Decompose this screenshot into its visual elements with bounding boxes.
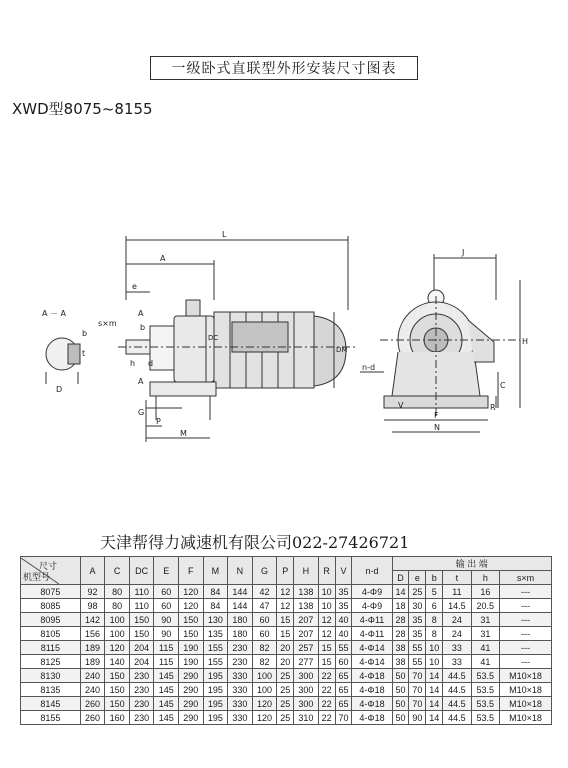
table-cell: 25 <box>277 683 294 697</box>
column-header: H <box>294 557 319 585</box>
table-cell: 12 <box>318 613 335 627</box>
table-cell: 300 <box>294 669 319 683</box>
table-cell: 40 <box>335 613 352 627</box>
table-cell: 60 <box>335 655 352 669</box>
table-cell: 100 <box>252 669 277 683</box>
table-cell: 155 <box>203 641 228 655</box>
table-cell: 230 <box>129 697 154 711</box>
table-cell: 14 <box>426 711 443 725</box>
table-cell: 28 <box>392 627 409 641</box>
table-cell: 330 <box>228 683 253 697</box>
table-cell: 5 <box>426 585 443 599</box>
table-cell: 40 <box>335 627 352 641</box>
table-cell: 207 <box>294 613 319 627</box>
table-cell: 100 <box>105 627 130 641</box>
table-cell: 145 <box>154 697 179 711</box>
table-cell: 41 <box>471 641 499 655</box>
table-cell: 230 <box>129 711 154 725</box>
table-cell: 120 <box>105 641 130 655</box>
table-cell: 100 <box>252 683 277 697</box>
table-cell: 150 <box>129 627 154 641</box>
table-cell: 290 <box>179 669 204 683</box>
table-cell: 50 <box>392 683 409 697</box>
svg-text:DM: DM <box>336 346 348 354</box>
table-cell: 277 <box>294 655 319 669</box>
column-header: P <box>277 557 294 585</box>
table-row <box>21 697 552 711</box>
table-cell: 42 <box>252 585 277 599</box>
table-cell: 70 <box>409 669 426 683</box>
table-cell: 25 <box>277 711 294 725</box>
svg-text:V: V <box>398 401 404 410</box>
svg-text:DC: DC <box>208 334 219 342</box>
table-cell: 22 <box>318 711 335 725</box>
column-header: b <box>426 571 443 585</box>
svg-text:A － A: A － A <box>42 309 67 318</box>
table-cell: 140 <box>105 655 130 669</box>
svg-text:s×m: s×m <box>98 319 117 328</box>
svg-text:M: M <box>180 429 187 438</box>
model-cell: 8075 <box>21 585 81 599</box>
table-cell: 150 <box>179 613 204 627</box>
svg-text:e: e <box>132 282 137 291</box>
table-cell: 53.5 <box>471 697 499 711</box>
model-cell: 8155 <box>21 711 81 725</box>
table-cell: 53.5 <box>471 669 499 683</box>
table-cell: 15 <box>277 613 294 627</box>
table-cell: 330 <box>228 711 253 725</box>
table-cell: --- <box>500 599 552 613</box>
table-cell: 92 <box>80 585 105 599</box>
table-cell: 60 <box>154 585 179 599</box>
table-cell: 53.5 <box>471 683 499 697</box>
table-row <box>21 711 552 725</box>
table-cell: 50 <box>392 697 409 711</box>
table-cell: 12 <box>277 599 294 613</box>
column-header: DC <box>129 557 154 585</box>
table-cell: 150 <box>105 669 130 683</box>
table-cell: 150 <box>129 613 154 627</box>
table-cell: 20.5 <box>471 599 499 613</box>
table-cell: 35 <box>409 613 426 627</box>
output-group-header: 输 出 端 <box>392 557 551 571</box>
svg-text:C: C <box>500 381 506 390</box>
column-header: n-d <box>352 557 392 585</box>
table-cell: 38 <box>392 655 409 669</box>
table-cell: M10×18 <box>500 711 552 725</box>
table-cell: 290 <box>179 683 204 697</box>
table-header <box>21 557 552 585</box>
table-cell: 207 <box>294 627 319 641</box>
table-cell: M10×18 <box>500 683 552 697</box>
table-cell: 145 <box>154 711 179 725</box>
svg-text:R: R <box>490 403 496 412</box>
table-cell: 110 <box>129 585 154 599</box>
table-cell: 4-Φ9 <box>352 585 392 599</box>
table-row <box>21 627 552 641</box>
table-cell: 55 <box>409 641 426 655</box>
table-cell: 230 <box>129 669 154 683</box>
table-cell: 300 <box>294 697 319 711</box>
svg-text:N: N <box>434 423 440 432</box>
table-cell: 10 <box>318 585 335 599</box>
table-cell: 31 <box>471 613 499 627</box>
column-header: E <box>154 557 179 585</box>
table-cell: 38 <box>392 641 409 655</box>
table-cell: 33 <box>443 641 471 655</box>
table-cell: 156 <box>80 627 105 641</box>
table-cell: 190 <box>179 655 204 669</box>
table-cell: 230 <box>129 683 154 697</box>
table-cell: 138 <box>294 599 319 613</box>
table-cell: 310 <box>294 711 319 725</box>
table-cell: 82 <box>252 641 277 655</box>
table-cell: 155 <box>203 655 228 669</box>
table-cell: 8 <box>426 613 443 627</box>
svg-text:d: d <box>148 359 154 368</box>
svg-text:n-d: n-d <box>362 363 376 372</box>
model-cell: 8105 <box>21 627 81 641</box>
svg-text:P: P <box>156 417 161 426</box>
table-cell: 24 <box>443 627 471 641</box>
column-header: M <box>203 557 228 585</box>
table-cell: 290 <box>179 697 204 711</box>
table-cell: 15 <box>318 655 335 669</box>
table-cell: 24 <box>443 613 471 627</box>
table-body <box>21 585 552 725</box>
table-cell: 230 <box>228 655 253 669</box>
end-view <box>360 254 520 432</box>
table-cell: 115 <box>154 655 179 669</box>
table-cell: 204 <box>129 655 154 669</box>
model-cell: 8115 <box>21 641 81 655</box>
table-cell: 195 <box>203 711 228 725</box>
table-cell: 14 <box>426 683 443 697</box>
table-cell: 16 <box>471 585 499 599</box>
table-cell: 90 <box>154 613 179 627</box>
table-cell: 4-Φ14 <box>352 641 392 655</box>
table-cell: 50 <box>392 669 409 683</box>
table-cell: 10 <box>426 641 443 655</box>
table-cell: 60 <box>252 627 277 641</box>
table-cell: 30 <box>409 599 426 613</box>
table-cell: 70 <box>409 683 426 697</box>
table-cell: 195 <box>203 669 228 683</box>
svg-text:D: D <box>56 385 63 394</box>
column-header: A <box>80 557 105 585</box>
table-cell: 130 <box>203 613 228 627</box>
table-cell: 20 <box>277 641 294 655</box>
table-corner-header <box>21 557 81 585</box>
table-cell: 4-Φ18 <box>352 711 392 725</box>
table-cell: 257 <box>294 641 319 655</box>
table-cell: 70 <box>335 711 352 725</box>
table-cell: 330 <box>228 697 253 711</box>
table-cell: 60 <box>252 613 277 627</box>
table-cell: 35 <box>409 627 426 641</box>
table-cell: --- <box>500 627 552 641</box>
table-cell: 12 <box>277 585 294 599</box>
table-cell: 160 <box>105 711 130 725</box>
table-cell: 150 <box>179 627 204 641</box>
table-cell: 138 <box>294 585 319 599</box>
drawing-title: 一级卧式直联型外形安装尺寸图表 <box>150 56 418 80</box>
table-cell: --- <box>500 613 552 627</box>
table-cell: 14 <box>392 585 409 599</box>
table-cell: 195 <box>203 683 228 697</box>
table-cell: 142 <box>80 613 105 627</box>
model-range-subtitle: XWD型8075~8155 <box>12 100 153 118</box>
column-header: e <box>409 571 426 585</box>
table-cell: 135 <box>203 627 228 641</box>
table-cell: 120 <box>252 711 277 725</box>
column-header: C <box>105 557 130 585</box>
table-row <box>21 599 552 613</box>
dimension-table <box>20 556 552 725</box>
table-cell: 180 <box>228 627 253 641</box>
table-cell: 80 <box>105 599 130 613</box>
table-cell: 70 <box>409 697 426 711</box>
table-cell: 10 <box>426 655 443 669</box>
table-cell: 14 <box>426 697 443 711</box>
table-cell: 44.5 <box>443 669 471 683</box>
column-header: h <box>471 571 499 585</box>
table-cell: 120 <box>179 585 204 599</box>
model-cell: 8095 <box>21 613 81 627</box>
table-cell: 22 <box>318 669 335 683</box>
table-cell: 84 <box>203 585 228 599</box>
table-cell: 44.5 <box>443 711 471 725</box>
svg-text:h: h <box>130 359 136 368</box>
table-cell: 240 <box>80 669 105 683</box>
model-cell: 8125 <box>21 655 81 669</box>
column-header: V <box>335 557 352 585</box>
table-cell: 145 <box>154 669 179 683</box>
table-cell: 31 <box>471 627 499 641</box>
table-cell: 60 <box>154 599 179 613</box>
table-cell: 25 <box>277 669 294 683</box>
table-cell: 14.5 <box>443 599 471 613</box>
corner-bottom-label: 机型号 <box>23 571 51 582</box>
table-cell: 22 <box>318 697 335 711</box>
svg-text:b: b <box>140 323 146 332</box>
table-cell: 4-Φ11 <box>352 627 392 641</box>
table-cell: 120 <box>179 599 204 613</box>
table-cell: 4-Φ18 <box>352 697 392 711</box>
table-cell: 4-Φ18 <box>352 683 392 697</box>
table-cell: 15 <box>318 641 335 655</box>
table-cell: 11 <box>443 585 471 599</box>
table-cell: 189 <box>80 641 105 655</box>
table-cell: 300 <box>294 683 319 697</box>
section-a-a <box>46 338 80 384</box>
table-cell: 14 <box>426 669 443 683</box>
svg-text:A: A <box>138 309 144 318</box>
table-cell: 4-Φ18 <box>352 669 392 683</box>
table-cell: 10 <box>318 599 335 613</box>
table-cell: 28 <box>392 613 409 627</box>
column-header: N <box>228 557 253 585</box>
table-cell: 35 <box>335 585 352 599</box>
table-row <box>21 585 552 599</box>
table-cell: 65 <box>335 669 352 683</box>
table-row <box>21 641 552 655</box>
table-row <box>21 669 552 683</box>
table-cell: 4-Φ11 <box>352 613 392 627</box>
table-cell: 82 <box>252 655 277 669</box>
table-cell: 44.5 <box>443 697 471 711</box>
table-cell: 20 <box>277 655 294 669</box>
table-cell: 55 <box>409 655 426 669</box>
table-cell: 44.5 <box>443 683 471 697</box>
table-cell: 90 <box>409 711 426 725</box>
table-cell: 98 <box>80 599 105 613</box>
table-cell: 50 <box>392 711 409 725</box>
table-cell: 25 <box>277 697 294 711</box>
svg-text:H: H <box>522 337 529 346</box>
table-cell: 115 <box>154 641 179 655</box>
table-cell: 55 <box>335 641 352 655</box>
table-cell: M10×18 <box>500 669 552 683</box>
table-cell: 65 <box>335 697 352 711</box>
table-cell: 260 <box>80 711 105 725</box>
column-header: s×m <box>500 571 552 585</box>
table-cell: 4-Φ14 <box>352 655 392 669</box>
model-cell: 8085 <box>21 599 81 613</box>
table-cell: 195 <box>203 697 228 711</box>
table-cell: 8 <box>426 627 443 641</box>
table-cell: 110 <box>129 599 154 613</box>
column-header: D <box>392 571 409 585</box>
table-cell: 53.5 <box>471 711 499 725</box>
table-cell: --- <box>500 655 552 669</box>
table-cell: --- <box>500 641 552 655</box>
corner-top-label: 尺寸 <box>38 560 57 571</box>
table-cell: 35 <box>335 599 352 613</box>
table-cell: 80 <box>105 585 130 599</box>
table-cell: 22 <box>318 683 335 697</box>
table-cell: 120 <box>252 697 277 711</box>
table-cell: 330 <box>228 669 253 683</box>
table-cell: 4-Φ9 <box>352 599 392 613</box>
table-cell: 260 <box>80 697 105 711</box>
company-contact: 天津帮得力减速机有限公司022-27426721 <box>100 533 410 552</box>
table-cell: 65 <box>335 683 352 697</box>
table-cell: M10×18 <box>500 697 552 711</box>
svg-text:A: A <box>138 377 144 386</box>
table-cell: 145 <box>154 683 179 697</box>
column-header: G <box>252 557 277 585</box>
table-cell: 180 <box>228 613 253 627</box>
svg-text:F: F <box>434 411 439 420</box>
table-cell: 84 <box>203 599 228 613</box>
column-header: t <box>443 571 471 585</box>
table-cell: 240 <box>80 683 105 697</box>
table-cell: 100 <box>105 613 130 627</box>
column-header: R <box>318 557 335 585</box>
table-cell: 6 <box>426 599 443 613</box>
table-cell: 33 <box>443 655 471 669</box>
table-cell: 189 <box>80 655 105 669</box>
table-cell: --- <box>500 585 552 599</box>
table-cell: 15 <box>277 627 294 641</box>
svg-text:A: A <box>160 254 166 263</box>
svg-text:b: b <box>82 329 88 338</box>
model-cell: 8145 <box>21 697 81 711</box>
table-row <box>21 655 552 669</box>
table-cell: 47 <box>252 599 277 613</box>
table-cell: 41 <box>471 655 499 669</box>
table-cell: 230 <box>228 641 253 655</box>
table-cell: 144 <box>228 599 253 613</box>
column-header: F <box>179 557 204 585</box>
svg-text:t: t <box>82 349 86 358</box>
model-cell: 8135 <box>21 683 81 697</box>
table-cell: 190 <box>179 641 204 655</box>
svg-text:G: G <box>138 408 145 417</box>
svg-text:L: L <box>222 230 227 239</box>
table-row <box>21 683 552 697</box>
table-cell: 90 <box>154 627 179 641</box>
table-cell: 12 <box>318 627 335 641</box>
side-view <box>118 236 356 442</box>
table-cell: 18 <box>392 599 409 613</box>
table-cell: 150 <box>105 683 130 697</box>
table-cell: 204 <box>129 641 154 655</box>
model-cell: 8130 <box>21 669 81 683</box>
table-row <box>21 613 552 627</box>
table-cell: 150 <box>105 697 130 711</box>
svg-text:J: J <box>462 248 465 257</box>
table-cell: 290 <box>179 711 204 725</box>
table-cell: 25 <box>409 585 426 599</box>
table-cell: 144 <box>228 585 253 599</box>
